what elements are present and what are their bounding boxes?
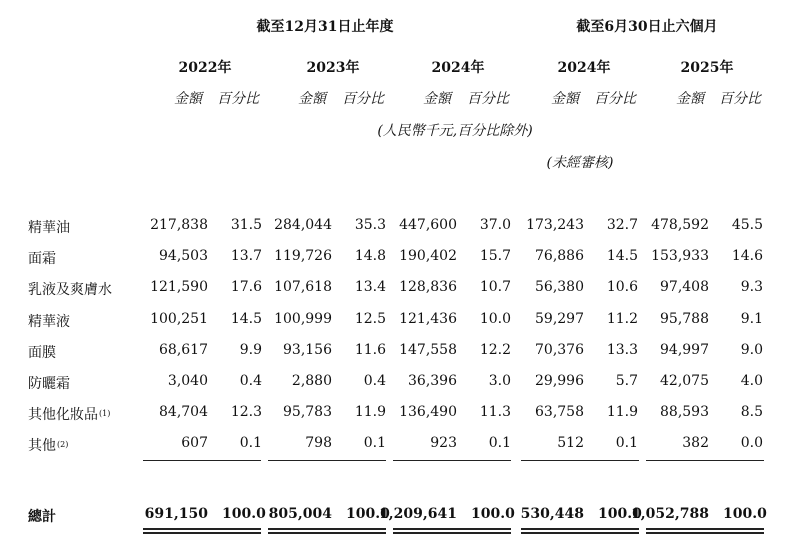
- table-row-7-cell-4: 923: [430, 435, 457, 452]
- table-row-4-cell-6: 70,376: [535, 341, 584, 358]
- total-double-rule-2024-b: [393, 532, 511, 534]
- total-row-label: [28, 506, 56, 526]
- table-row-0-cell-1: 31.5: [230, 217, 262, 233]
- total-double-rule-2022-b: [143, 532, 261, 534]
- total-double-rule-2025-half-a: [646, 528, 764, 530]
- table-row-5-label-text: 防曬霜: [28, 376, 70, 392]
- table-row-6-cell-8: 88,593: [660, 404, 709, 421]
- unaudited-note: (未經審核): [546, 155, 614, 171]
- table-row-6-label-text: 其他化妝品: [28, 407, 98, 424]
- table-row-6-cell-1: 12.3: [230, 404, 262, 421]
- table-row-4-cell-3: 11.6: [354, 341, 386, 358]
- table-row-0-cell-5: 37.0: [479, 217, 511, 233]
- table-row-4-cell-2: 93,156: [283, 341, 332, 358]
- table-row-1-cell-7: 14.5: [606, 248, 638, 265]
- table-row-7-cell-0: 607: [181, 435, 208, 452]
- table-row-5-cell-2: 2,880: [291, 373, 332, 389]
- total-row-cell-6: 530,448: [520, 506, 584, 522]
- table-row-5-label: [28, 373, 71, 393]
- table-row-2-cell-9: 9.3: [740, 279, 763, 296]
- table-row-0-cell-2: 284,044: [274, 217, 332, 233]
- table-row-1-cell-8: 153,933: [651, 248, 709, 265]
- table-row-7-cell-3: 0.1: [363, 435, 386, 452]
- table-row-3-cell-6: 59,297: [535, 310, 584, 327]
- table-row-3-cell-1: 14.5: [230, 310, 262, 327]
- period-header-half: 截至6月30日止六個月: [576, 19, 718, 35]
- table-row-7-cell-7: 0.1: [615, 435, 638, 452]
- table-row-5-cell-3: 0.4: [363, 373, 386, 389]
- table-row-6-cell-6: 63,758: [535, 404, 584, 421]
- table-row-7-cell-2: 798: [305, 435, 332, 452]
- table-row-6-cell-3: 11.9: [354, 404, 386, 421]
- table-row-5-cell-5: 3.0: [488, 373, 511, 389]
- year-header-2025-half: 2025年: [680, 60, 734, 76]
- table-row-6-cell-7: 11.9: [606, 404, 638, 421]
- table-row-4-label: [28, 342, 57, 362]
- table-row-5-cell-6: 29,996: [535, 373, 584, 389]
- table-row-3-cell-4: 121,436: [399, 310, 457, 327]
- table-row-3-cell-2: 100,999: [274, 310, 332, 327]
- table-row-0-cell-9: 45.5: [731, 217, 763, 233]
- subtotal-rule-2024: [393, 460, 511, 461]
- col-percent-2024-half: 百分比: [594, 91, 636, 107]
- total-row-cell-1: 100.0: [222, 506, 266, 522]
- table-row-1-cell-4: 190,402: [399, 248, 457, 265]
- col-percent-2024: 百分比: [467, 91, 509, 107]
- table-row-6-footnote: (1): [99, 409, 111, 419]
- table-row-4-label-text: 面膜: [28, 344, 56, 361]
- year-header-2024-half: 2024年: [557, 60, 611, 76]
- table-row-6-cell-9: 8.5: [740, 404, 763, 421]
- table-row-5-cell-7: 5.7: [615, 373, 638, 389]
- table-row-7-cell-6: 512: [557, 435, 584, 452]
- table-row-7-label: [28, 435, 68, 455]
- total-row-cell-8: 1,052,788: [631, 506, 709, 522]
- total-double-rule-2024-half-a: [521, 528, 639, 530]
- total-row-cell-3: 100.0: [346, 506, 390, 522]
- table-row-6-cell-2: 95,783: [283, 404, 332, 421]
- table-row-1-cell-5: 15.7: [479, 248, 511, 265]
- subtotal-rule-2024-half: [521, 460, 639, 461]
- table-row-1-cell-3: 14.8: [354, 248, 386, 265]
- table-row-3-cell-8: 95,788: [660, 310, 709, 327]
- total-row-cell-0: 691,150: [144, 506, 208, 522]
- table-row-2-cell-0: 121,590: [150, 279, 208, 296]
- total-row-cell-4: 1,209,641: [379, 506, 457, 522]
- col-amount-2022: 金額: [174, 91, 202, 107]
- total-row-cell-9: 100.0: [723, 506, 767, 522]
- table-row-1-cell-1: 13.7: [230, 248, 262, 265]
- table-row-0-cell-6: 173,243: [526, 217, 584, 233]
- table-row-2-cell-2: 107,618: [274, 279, 332, 296]
- year-header-2022: 2022年: [178, 60, 232, 76]
- year-header-2023: 2023年: [306, 60, 360, 76]
- table-row-4-cell-5: 12.2: [479, 341, 511, 358]
- table-row-7-cell-5: 0.1: [488, 435, 511, 452]
- table-row-7-footnote: (2): [57, 440, 69, 450]
- table-row-5-cell-0: 3,040: [167, 373, 208, 389]
- table-row-0-cell-0: 217,838: [150, 217, 208, 233]
- table-row-5-cell-8: 42,075: [660, 373, 709, 389]
- table-row-2-cell-1: 17.6: [230, 279, 262, 296]
- table-row-4-cell-8: 94,997: [660, 341, 709, 358]
- table-row-3-cell-5: 10.0: [479, 310, 511, 327]
- table-row-0-label: [28, 217, 71, 237]
- table-row-1-cell-6: 76,886: [535, 248, 584, 265]
- table-row-2-label: [28, 279, 113, 299]
- total-row-cell-7: 100.0: [598, 506, 642, 522]
- table-row-3-cell-9: 9.1: [740, 310, 763, 327]
- table-row-2-cell-3: 13.4: [354, 279, 386, 296]
- table-row-1-cell-2: 119,726: [274, 248, 332, 265]
- subtotal-rule-2022: [143, 460, 261, 461]
- total-row-cell-5: 100.0: [471, 506, 515, 522]
- subtotal-rule-2025-half: [646, 460, 764, 461]
- table-row-4-cell-0: 68,617: [159, 341, 208, 358]
- table-row-1-cell-9: 14.6: [731, 248, 763, 265]
- col-percent-2025-half: 百分比: [719, 91, 761, 107]
- total-double-rule-2024-half-b: [521, 532, 639, 534]
- table-row-7-cell-1: 0.1: [239, 435, 262, 452]
- table-row-0-cell-8: 478,592: [651, 217, 709, 233]
- currency-note: (人民幣千元,百分比除外): [377, 123, 533, 139]
- col-amount-2024-half: 金額: [551, 91, 579, 107]
- subtotal-rule-2023: [268, 460, 386, 461]
- table-row-5-cell-9: 4.0: [740, 373, 763, 389]
- col-amount-2024: 金額: [423, 91, 451, 107]
- table-row-3-cell-0: 100,251: [150, 310, 208, 327]
- table-row-3-cell-3: 12.5: [354, 310, 386, 327]
- table-row-2-label-text: 乳液及爽膚水: [28, 282, 112, 299]
- table-row-6-cell-5: 11.3: [479, 404, 511, 421]
- table-row-6-label: [28, 404, 110, 424]
- total-double-rule-2023-a: [268, 528, 386, 530]
- table-row-0-cell-3: 35.3: [354, 217, 386, 233]
- table-row-3-label-text: 精華液: [28, 313, 70, 330]
- table-row-6-cell-0: 84,704: [159, 404, 208, 421]
- col-amount-2025-half: 金額: [676, 91, 704, 107]
- year-header-2024: 2024年: [431, 60, 485, 76]
- table-row-0-cell-4: 447,600: [399, 217, 457, 233]
- col-percent-2022: 百分比: [217, 91, 259, 107]
- table-row-1-label-text: 面霜: [28, 251, 56, 268]
- table-row-2-cell-5: 10.7: [479, 279, 511, 296]
- table-row-6-cell-4: 136,490: [399, 404, 457, 421]
- total-double-rule-2022-a: [143, 528, 261, 530]
- table-row-3-label: [28, 311, 71, 331]
- total-row-label-text: 總計: [28, 509, 56, 525]
- table-row-4-cell-1: 9.9: [239, 341, 262, 358]
- table-row-1-cell-0: 94,503: [159, 248, 208, 265]
- total-row-cell-2: 805,004: [268, 506, 332, 522]
- table-row-2-cell-7: 10.6: [606, 279, 638, 296]
- table-row-7-cell-8: 382: [682, 435, 709, 452]
- table-row-4-cell-7: 13.3: [606, 341, 638, 358]
- col-percent-2023: 百分比: [342, 91, 384, 107]
- table-row-2-cell-8: 97,408: [660, 279, 709, 296]
- table-row-0-cell-7: 32.7: [606, 217, 638, 233]
- table-row-4-cell-4: 147,558: [399, 341, 457, 358]
- table-row-5-cell-4: 36,396: [408, 373, 457, 389]
- col-amount-2023: 金額: [298, 91, 326, 107]
- table-row-5-cell-1: 0.4: [239, 373, 262, 389]
- total-double-rule-2025-half-b: [646, 532, 764, 534]
- table-row-2-cell-4: 128,836: [399, 279, 457, 296]
- table-row-7-cell-9: 0.0: [740, 435, 763, 452]
- total-double-rule-2023-b: [268, 532, 386, 534]
- table-row-1-label: [28, 248, 57, 268]
- period-header-year: 截至12月31日止年度: [256, 19, 394, 35]
- table-row-4-cell-9: 9.0: [740, 341, 763, 358]
- table-row-0-label-text: 精華油: [28, 220, 70, 236]
- table-row-3-cell-7: 11.2: [606, 310, 638, 327]
- table-row-2-cell-6: 56,380: [535, 279, 584, 296]
- total-double-rule-2024-a: [393, 528, 511, 530]
- table-row-7-label-text: 其他: [28, 438, 56, 455]
